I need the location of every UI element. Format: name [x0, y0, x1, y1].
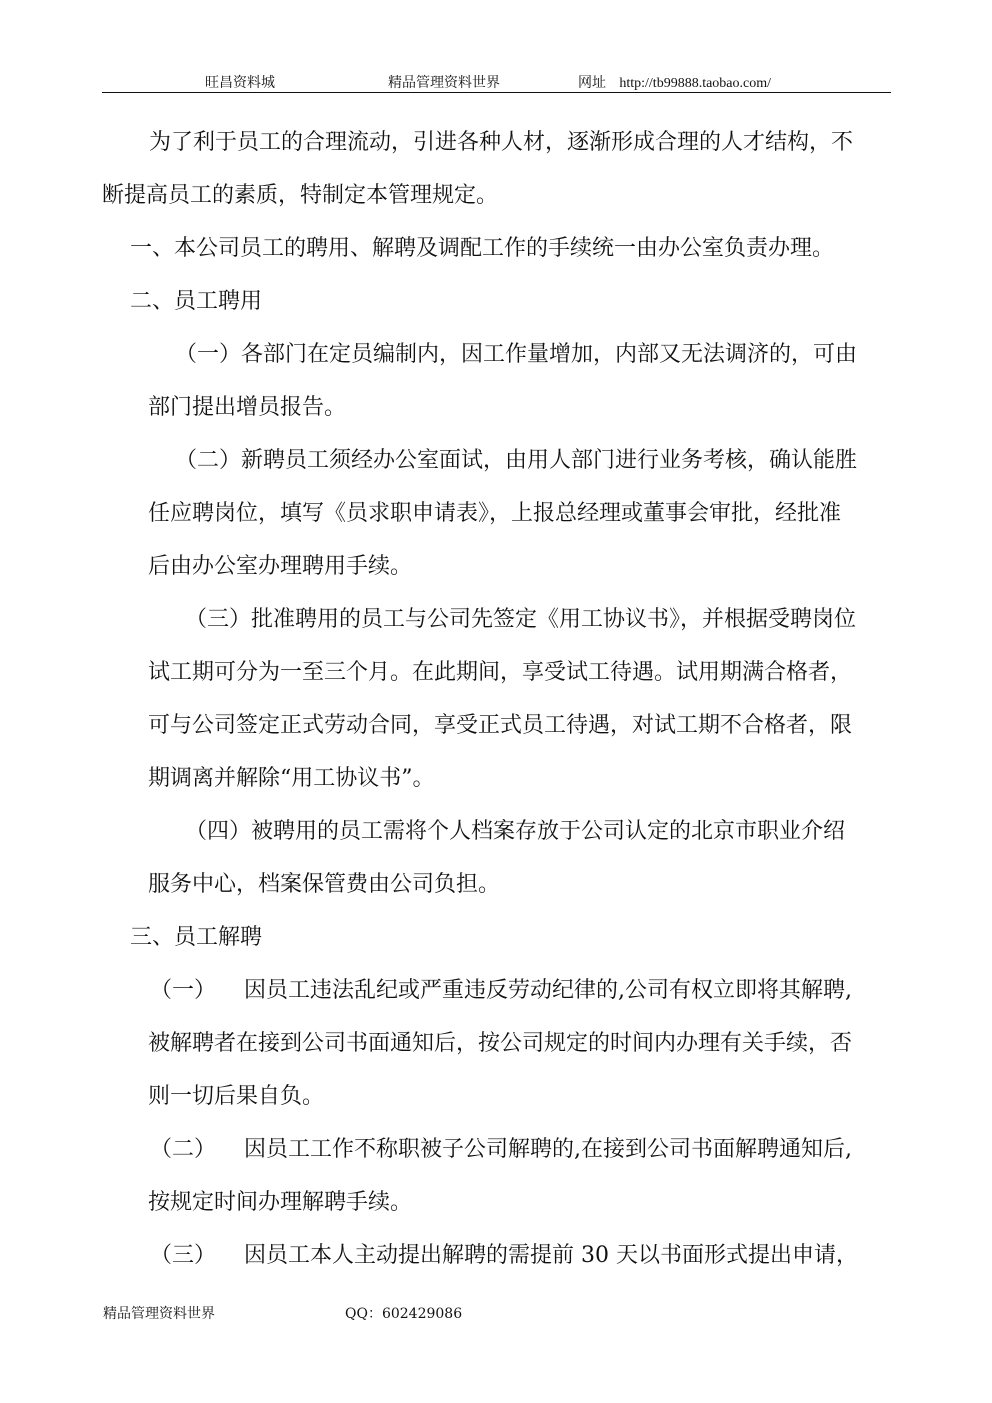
s2-p2-line-2: 任应聘岗位，填写《员求职申请表》，上报总经理或董事会审批，经批准	[148, 501, 842, 526]
header-website-label: 网址	[578, 75, 606, 91]
page-header	[0, 72, 992, 94]
intro-line-2: 断提高员工的素质，特制定本管理规定。	[102, 183, 499, 208]
s2-p4-line-1: （四）被聘用的员工需将个人档案存放于公司认定的北京市职业介绍	[185, 819, 846, 844]
s2-p4-line-2: 服务中心，档案保管费由公司负担。	[148, 872, 501, 897]
header-website-url: http://tb99888.taobao.com/	[619, 76, 772, 91]
footer-left-text: 精品管理资料世界	[103, 1306, 215, 1322]
s2-p2-line-1: （二）新聘员工须经办公室面试，由用人部门进行业务考核，确认能胜	[175, 448, 858, 473]
s2-p3-line-4: 期调离并解除“用工协议书”。	[148, 766, 435, 791]
s3-p2-line-2: 按规定时间办理解聘手续。	[148, 1190, 413, 1215]
footer-qq: QQ：602429086	[345, 1306, 463, 1322]
header-middle-text: 精品管理资料世界	[388, 75, 500, 91]
s3-p3-line-1: （三） 因员工本人主动提出解聘的需提前 30 天以书面形式提出申请，	[150, 1243, 858, 1268]
header-rule	[102, 92, 891, 93]
header-left-text: 旺昌资料城	[205, 75, 275, 91]
s3-p2-line-1: （二） 因员工工作不称职被子公司解聘的,在接到公司书面解聘通知后,	[150, 1137, 852, 1162]
s2-p1-line-1: （一）各部门在定员编制内，因工作量增加，内部又无法调济的，可由	[175, 342, 858, 367]
s3-p1-line-1: （一） 因员工违法乱纪或严重违反劳动纪律的,公司有权立即将其解聘,	[150, 978, 852, 1003]
s2-p3-line-3: 可与公司签定正式劳动合同，享受正式员工待遇，对试工期不合格者，限	[148, 713, 853, 738]
s2-p2-line-3: 后由办公室办理聘用手续。	[148, 554, 413, 579]
s2-p3-line-1: （三）批准聘用的员工与公司先签定《用工协议书》，并根据受聘岗位	[185, 607, 857, 632]
header-website	[578, 72, 771, 92]
section-3-title: 三、员工解聘	[130, 925, 263, 950]
s2-p1-line-2: 部门提出增员报告。	[148, 395, 347, 420]
item-1: 一、本公司员工的聘用、解聘及调配工作的手续统一由办公室负责办理。	[130, 236, 835, 261]
s3-p1-line-3: 则一切后果自负。	[148, 1084, 325, 1109]
intro-line-1: 为了利于员工的合理流动，引进各种人材，逐渐形成合理的人才结构，不	[149, 130, 854, 155]
s3-p1-line-2: 被解聘者在接到公司书面通知后，按公司规定的时间内办理有关手续，否	[148, 1031, 853, 1056]
section-2-title: 二、员工聘用	[130, 289, 263, 314]
s2-p3-line-2: 试工期可分为一至三个月。在此期间，享受试工待遇。试用期满合格者，	[148, 660, 853, 685]
